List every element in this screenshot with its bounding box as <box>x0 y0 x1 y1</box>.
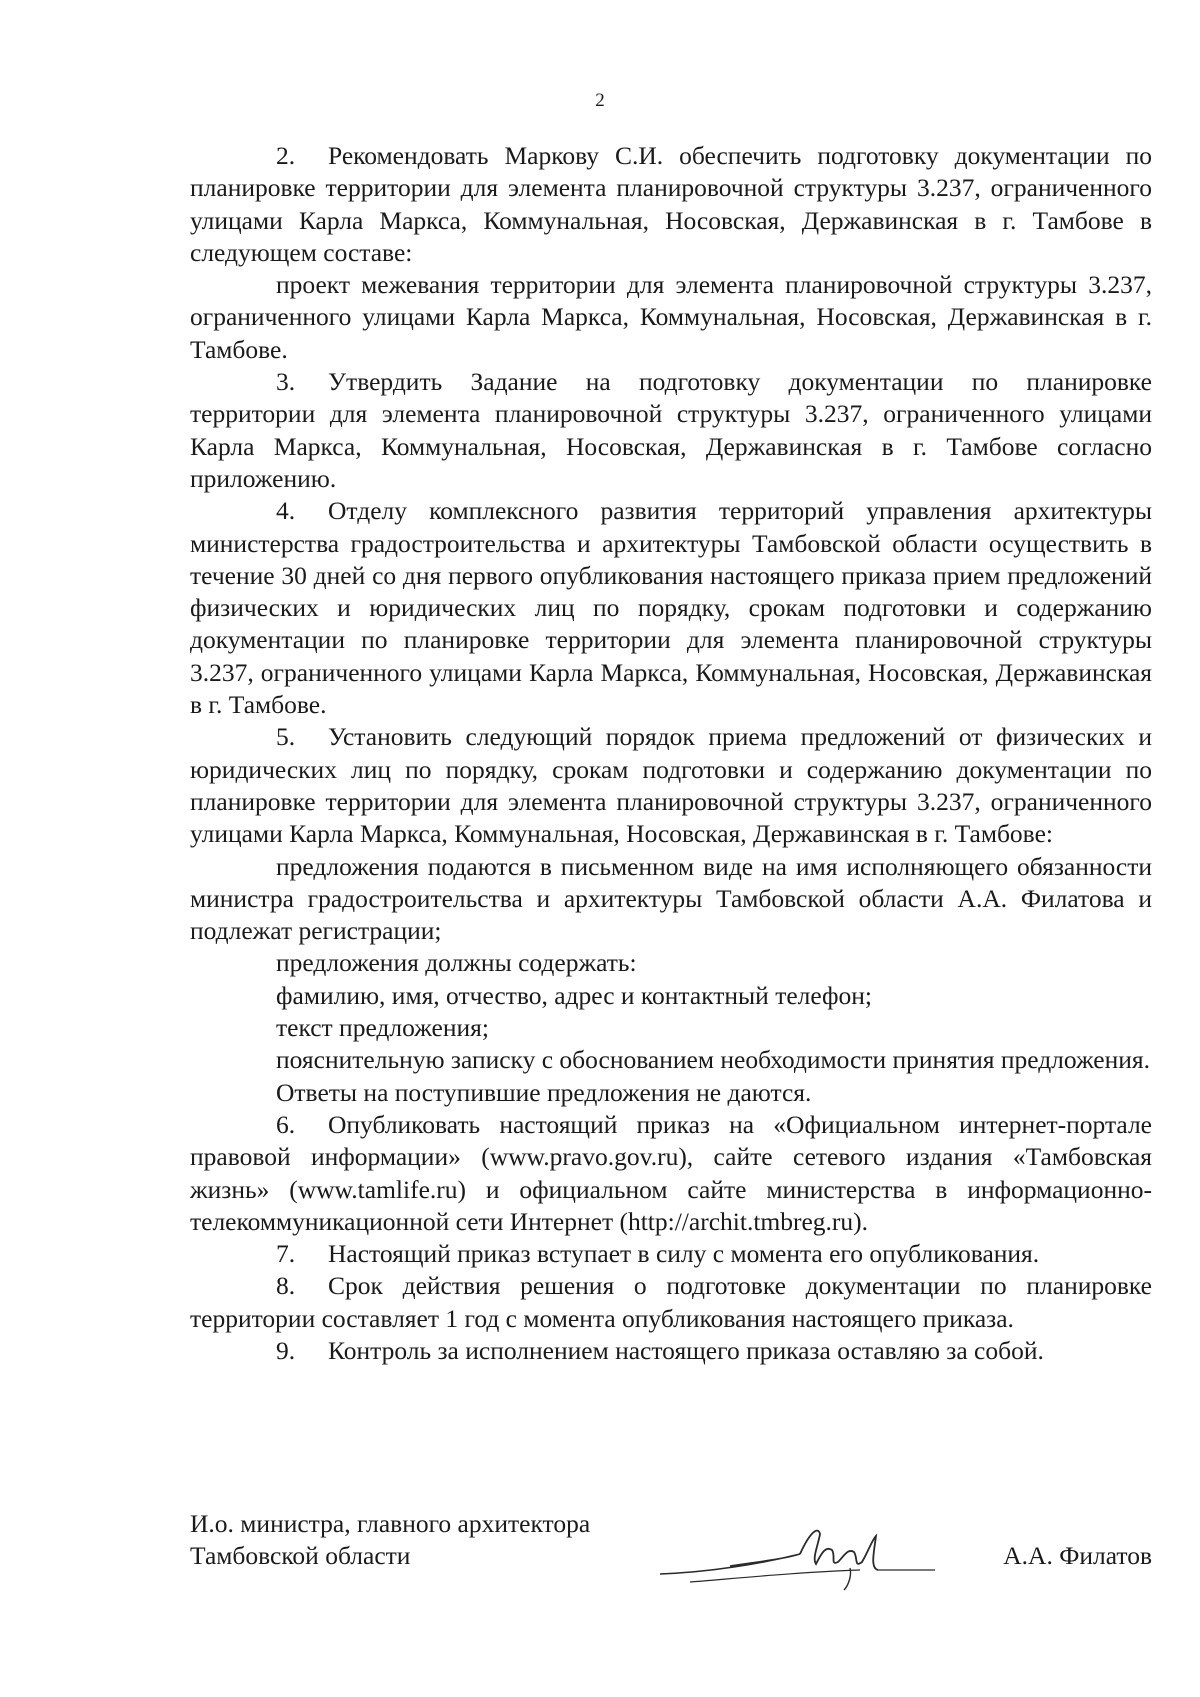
paragraph-5-sub-2 <box>190 947 1152 979</box>
paragraph-text: Отделу комплексного развития территорий управления архитектуры министерства градостроительства и архитектуры Тамбовской области осуществить в течение 30 дней со дня первого опубликования настоящего приказа прием предложений физических и юридических лиц по порядку, срокам подготовки и содержанию документации по планировке территории для элемента планировочной структуры 3.237, ограниченного улицами Карла Маркса, Коммунальная, Носовская, Державинская в г. Тамбове. <box>190 496 1152 720</box>
paragraph-number: 9. <box>276 1335 296 1365</box>
paragraph-text: Установить следующий порядок приема предложений от физических и юридических лиц по порядку, срокам подготовки и содержанию документации по планировке территории для элемента планировочной структуры 3.237, ограниченного улицами Карла Маркса, Коммунальная, Носовская, Державинская в г. Тамбове: <box>190 722 1152 849</box>
document-body <box>190 140 1152 1367</box>
paragraph-5-sub-6 <box>190 1077 1152 1109</box>
signatory-title: И.о. министра, главного архитектора Тамбовской области <box>190 1509 591 1571</box>
paragraph-5-sub-4 <box>190 1012 1152 1044</box>
paragraph-2-item <box>190 269 1152 366</box>
paragraph-number: 3. <box>276 367 296 397</box>
paragraph-text: Утвердить Задание на подготовку документации по планировке территории для элемента планировочной структуры 3.237, ограниченного улицами Карла Маркса, Коммунальная, Носовская, Державинская в г. Тамбове согласно приложению. <box>190 367 1152 493</box>
signature-block <box>190 1508 1152 1598</box>
paragraph-5-sub-1 <box>190 851 1152 948</box>
paragraph-text: Настоящий приказ вступает в силу с момента его опубликования. <box>328 1239 1040 1269</box>
signatory-name: А.А. Филатов <box>1003 1541 1152 1570</box>
paragraph-5-sub-5 <box>190 1044 1152 1076</box>
paragraph-9 <box>190 1335 1152 1367</box>
paragraph-number: 4. <box>276 496 296 526</box>
paragraph-3 <box>190 366 1152 495</box>
paragraph-number: 8. <box>276 1271 296 1301</box>
paragraph-text: проект межевания территории для элемента планировочной структуры 3.237, ограниченного улицами Карла Маркса, Коммунальная, Носовская, Державинская в г. Тамбове. <box>190 270 1152 364</box>
paragraph-2 <box>190 140 1152 269</box>
page-number: 2 <box>595 90 605 111</box>
paragraph-number: 5. <box>276 722 296 752</box>
paragraph-text: пояснительную записку с обоснованием необходимости принятия предложения. <box>276 1045 1151 1075</box>
paragraph-number: 2. <box>276 141 296 170</box>
paragraph-4 <box>190 495 1152 721</box>
paragraph-text: Опубликовать настоящий приказ на «Официальном интернет-портале правовой информации» (www.pravo.gov.ru), сайте сетевого издания «Тамбовская жизнь» (www.tamlife.ru) и официальном сайте министерства в информационно-телекоммуникационной сети Интернет (http://archit.tmbreg.ru). <box>190 1109 1152 1236</box>
paragraph-number: 6. <box>276 1109 296 1139</box>
paragraph-7 <box>190 1238 1152 1270</box>
paragraph-text: предложения подаются в письменном виде на имя исполняющего обязанности министра градостроительства и архитектуры Тамбовской области А.А. Филатова и подлежат регистрации; <box>190 851 1152 946</box>
paragraph-text: фамилию, имя, отчество, адрес и контактный телефон; <box>276 980 873 1010</box>
paragraph-number: 7. <box>276 1239 296 1269</box>
paragraph-text: Рекомендовать Маркову С.И. обеспечить подготовку документации по планировке территории для элемента планировочной структуры 3.237, ограниченного улицами Карла Маркса, Коммунальная, Носовская, Державинская в г. Тамбове в следующем составе: <box>190 141 1152 267</box>
paragraph-8 <box>190 1270 1152 1335</box>
paragraph-5 <box>190 721 1152 850</box>
paragraph-6 <box>190 1109 1152 1238</box>
paragraph-5-sub-3 <box>190 980 1152 1012</box>
paragraph-text: Ответы на поступившие предложения не даются. <box>276 1077 812 1107</box>
paragraph-text: Срок действия решения о подготовке документации по планировке территории составляет 1 год с момента опубликования настоящего приказа. <box>190 1271 1152 1333</box>
paragraph-text: Контроль за исполнением настоящего приказа оставляю за собой. <box>328 1335 1044 1365</box>
paragraph-text: предложения должны содержать: <box>276 948 637 978</box>
paragraph-text: текст предложения; <box>276 1013 489 1043</box>
handwritten-signature <box>650 1512 940 1592</box>
